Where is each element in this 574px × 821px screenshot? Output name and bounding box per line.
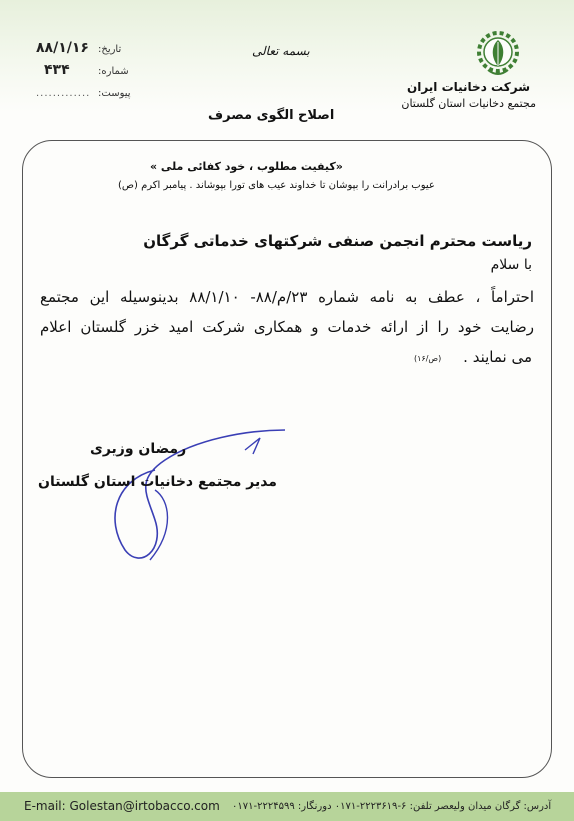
salutation: با سلام bbox=[490, 257, 532, 273]
date-label: تاریخ: bbox=[98, 44, 122, 55]
recipient-line: ریاست محترم انجمن صنفی شرکتهای خدماتی گرگان bbox=[143, 232, 532, 250]
handwritten-signature-icon bbox=[95, 410, 295, 570]
number-value: ۴۳۴ bbox=[44, 62, 70, 78]
company-name: شرکت دخانیات ایران bbox=[406, 80, 530, 94]
body-line-1: احتراماً ، عطف به نامه شماره ۲۳/م/۸۸- ۸۸/۱/۱۰ بدینوسیله این مجتمع bbox=[40, 288, 534, 306]
footer-address: آدرس: گرگان میدان ولیعصر تلفن: ۶-۲۲۲۳۶۱۹-۰۱۷۱ دورنگار: ۲۲۲۴۵۹۹-۰۱۷۱ bbox=[232, 801, 552, 812]
company-logo-icon bbox=[476, 30, 520, 82]
motto-title: «کیفیت مطلوب ، خود کفائی ملی » bbox=[150, 160, 343, 173]
body-line-3: می نمایند . bbox=[463, 348, 532, 366]
body-line-2: رضایت خود را از ارائه خدمات و همکاری شرکت امید خزر گلستان اعلام bbox=[40, 318, 534, 336]
signatory-name: رمضان وزیری bbox=[90, 441, 187, 457]
date-value: ۸۸/۱/۱۶ bbox=[36, 40, 89, 56]
company-subtitle: مجتمع دخانیات استان گلستان bbox=[401, 97, 536, 110]
footer-email[interactable]: E-mail: Golestan@irtobacco.com bbox=[24, 799, 220, 813]
letter-initials: (ص/۱۶) bbox=[414, 354, 442, 363]
number-label: شماره: bbox=[98, 66, 129, 77]
letter-subject: اصلاح الگوی مصرف bbox=[208, 108, 335, 123]
bismillah-heading: بسمه تعالی bbox=[252, 44, 310, 58]
attachment-value: ............. bbox=[36, 88, 91, 99]
attachment-label: پیوست: bbox=[98, 88, 131, 99]
signatory-title: مدیر مجتمع دخانیات استان گلستان bbox=[38, 474, 277, 490]
motto-text: عیوب برادرانت را بپوشان تا خداوند عیب های تورا بپوشاند . پیامبر اکرم (ص) bbox=[118, 180, 435, 191]
